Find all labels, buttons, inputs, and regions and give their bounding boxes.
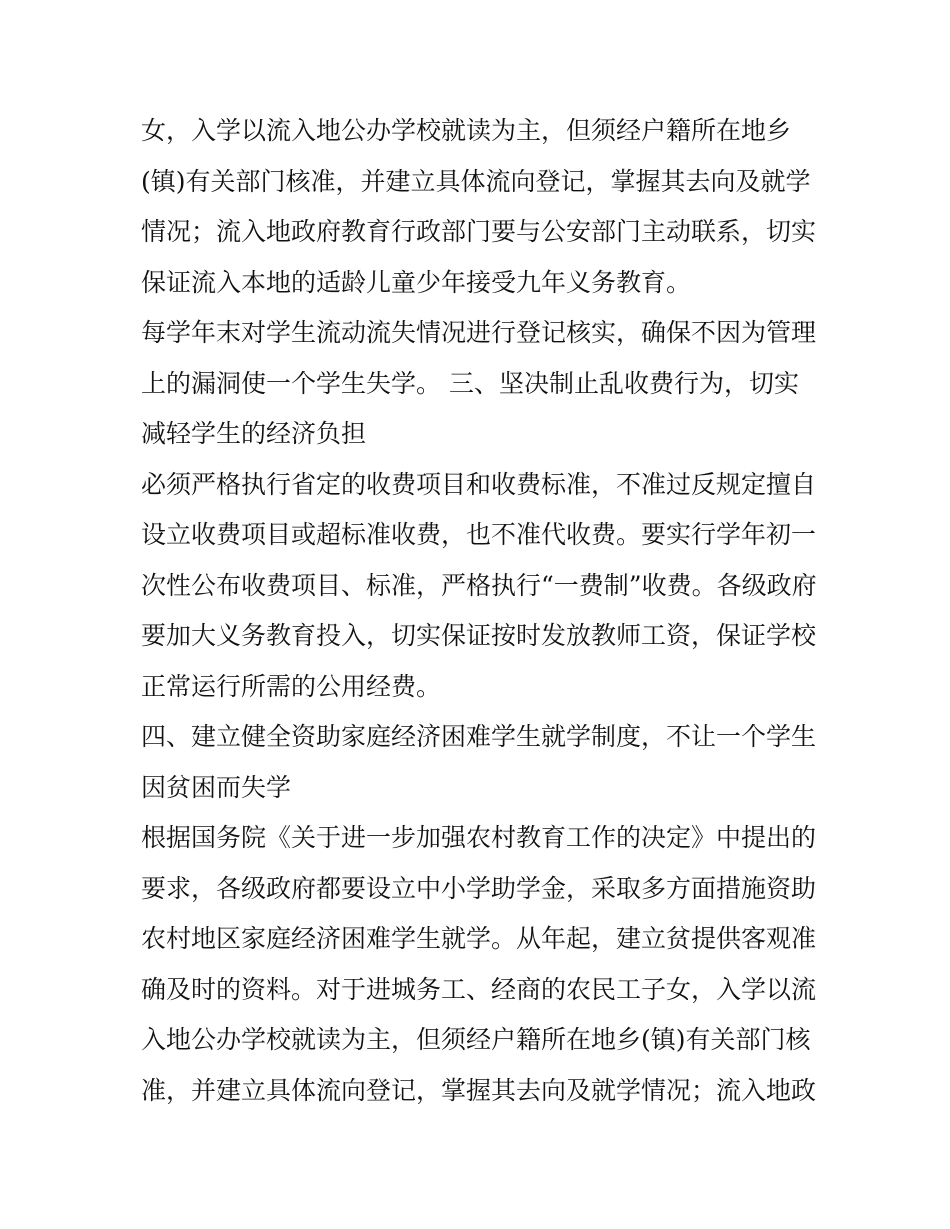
text-line: 设立收费项目或超标准收费，也不准代收费。要实行学年初一: [141, 520, 817, 549]
text-line: 女，入学以流入地公办学校就读为主，但须经户籍所在地乡: [141, 116, 792, 145]
text-line: 要加大义务教育投入，切实保证按时发放教师工资，保证学校: [141, 621, 817, 650]
text-line: 准，并建立具体流向登记，掌握其去向及就学情况；流入地政: [141, 1075, 817, 1105]
text-line: 因贫困而失学: [141, 772, 292, 802]
text-line: 每学年末对学生流动流失情况进行登记核实，确保不因为管理: [141, 318, 817, 347]
text-line: (镇)有关部门核准，并建立具体流向登记，掌握其去向及就学: [141, 166, 811, 196]
text-line: 四、建立健全资助家庭经济困难学生就学制度，不让一个学生: [141, 722, 817, 751]
text-line: 根据国务院《关于进一步加强农村教育工作的决定》中提出的: [141, 823, 817, 852]
text-line: 上的漏洞使一个学生失学。 三、坚决制止乱收费行为，切实: [141, 368, 799, 398]
text-line: 入地公办学校就读为主，但须经户籍所在地乡(镇)有关部门核: [141, 1025, 811, 1054]
text-line: 正常运行所需的公用经费。: [141, 671, 442, 701]
text-line: 农村地区家庭经济困难学生就学。从年起，建立贫提供客观准: [141, 924, 817, 953]
text-line: 要求，各级政府都要设立中小学助学金，采取多方面措施资助: [141, 873, 817, 903]
text-line: 确及时的资料。对于进城务工、经商的农民工子女，入学以流: [141, 974, 817, 1004]
text-line: 减轻学生的经济负担: [141, 419, 367, 448]
text-line: 次性公布收费项目、标准，严格执行“一费制”收费。各级政府: [141, 570, 817, 600]
text-line: 保证流入本地的适龄儿童少年接受九年义务教育。: [141, 267, 692, 297]
text-line: 情况；流入地政府教育行政部门要与公安部门主动联系，切实: [141, 217, 817, 246]
document-body: [141, 106, 821, 1116]
text-line: 必须严格执行省定的收费项目和收费标准，不准过反规定擅自: [141, 469, 817, 499]
